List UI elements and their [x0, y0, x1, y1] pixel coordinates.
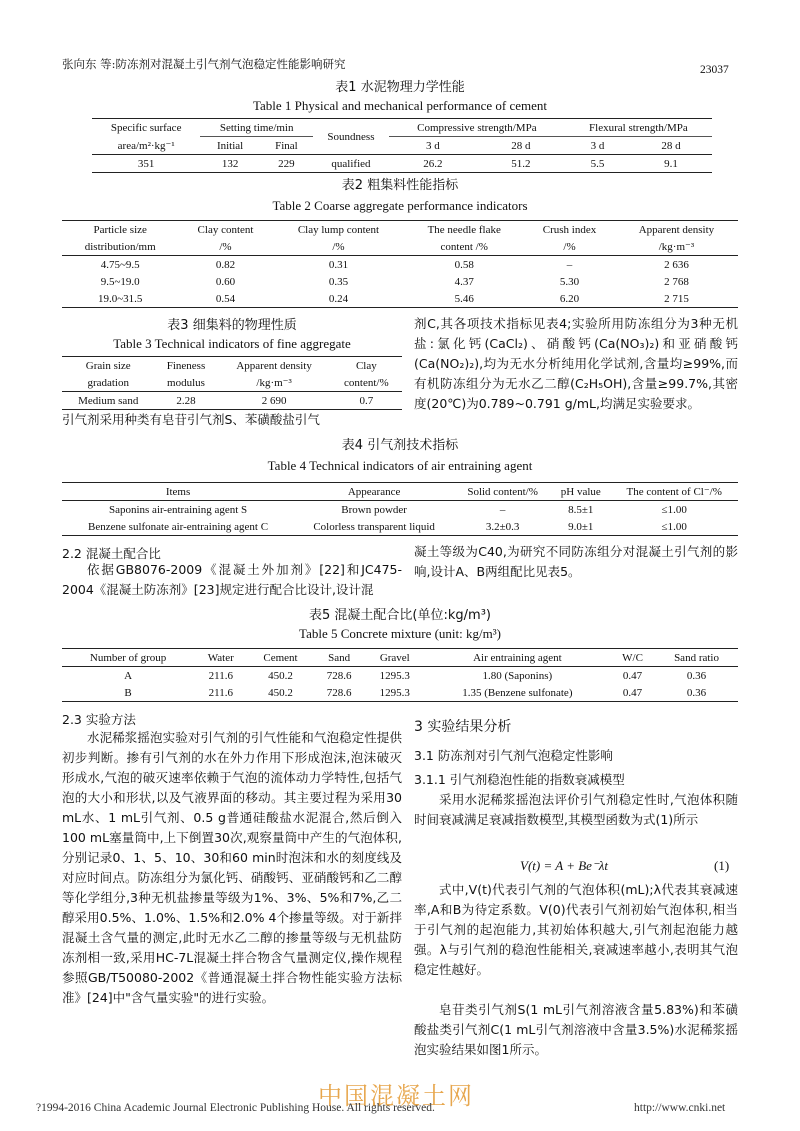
table4-title-cn: 表4 引气剂技术指标 — [341, 438, 459, 453]
t4-cell: Benzene sulfonate air-entraining agent C — [88, 520, 269, 533]
t1-h2: 3 d — [590, 139, 605, 152]
t2-cell: 0.35 — [328, 275, 349, 288]
t2-h2: content /% — [440, 240, 488, 253]
equation-number: (1) — [714, 858, 730, 873]
para-2-2-right: 凝土等级为C40,为研究不同防冻组分对混凝土引气剂的影响,设计A、B两组配比见表5。 — [414, 544, 738, 579]
t1-cell: 132 — [221, 157, 239, 170]
t1-cell: 229 — [278, 157, 295, 170]
t5-cell: 450.2 — [268, 686, 293, 699]
table3-title-en: Table 3 Technical indicators of fine aggregate — [113, 336, 351, 351]
para-3-1-1c: 皂苷类引气剂S(1 mL引气剂溶液含量5.83%)和苯磺酸盐类引气剂C(1 mL引气剂溶液中含量3.5%)水泥稀浆摇泡实验结果如图1所示。 — [414, 1002, 738, 1057]
t4-h: Items — [165, 485, 191, 498]
para-3-1-1a: 采用水泥稀浆摇泡法评价引气剂稳定性时,气泡体积随时间衰减满足衰减指数模型,其模型函数为式(1)所示 — [414, 792, 738, 827]
t1-cell: 9.1 — [664, 157, 678, 170]
t4-cell: ≤1.00 — [661, 503, 687, 516]
para-2-3: 水泥稀浆摇泡实验对引气剂的引气性能和气泡稳定性提供初步判断。掺有引气剂的水在外力作用下形成泡沫,泡沫破灭形成水,气泡的破灭速率依赖于气泡的流体动力学特性,包括气泡的大小和形状,以及气液界面的移动。其主要过程为采用30 mL水、1 mL引气剂、0.5 g普通硅酸盐水泥混合,然后倒入100 mL塞量筒中,上下倒置30次,观察量筒中产生的气泡体积,分别记录0、1、5、10、30和60 min时泡沫和水的刻度线及对应时间点。防冻组分为氯化钙、硝酸钙、亚硝酸钙和乙二醇等化学组分,3种无机盐掺量等级为1%、3%、5%和7%,乙二醇采用0.5%、1.0%、1.5%和2.0% 4个掺量等级。对于新拌混凝土含气量的测定,此时无水乙二醇的掺量等级与无机盐防冻剂相一致,采用HC-7L混凝土拌合物含气量测定仪,操作规程参照GB/T50080-2002《普通混凝土拌合物性能实验方法标准》[24]中"含气量实验"的进行实验。 — [62, 730, 402, 1005]
t5-h: Sand — [328, 651, 351, 664]
t2-cell: 2 768 — [664, 275, 689, 288]
t2-h1: Particle size — [93, 223, 147, 236]
t3-cell: 0.7 — [359, 394, 374, 407]
t4-cell: Brown powder — [341, 503, 407, 516]
page-number: 23037 — [700, 64, 729, 76]
t2-h1: Clay content — [197, 223, 254, 236]
t1-h2: Final — [275, 139, 298, 152]
t3-h2: gradation — [87, 376, 129, 389]
t5-cell: 0.36 — [686, 669, 707, 682]
t2-h1: Crush index — [542, 223, 597, 236]
t4-h: Appearance — [347, 485, 401, 498]
t5-cell: B — [124, 686, 132, 699]
t4-cell: ≤1.00 — [661, 520, 687, 533]
t1-h2: 3 d — [426, 139, 440, 152]
t2-h1: The needle flake — [427, 223, 501, 236]
para-2-2-left: 依据GB8076-2009《混凝土外加剂》[22]和JC475-2004《混凝土防冻剂》[23]规定进行配合比设计,设计混 — [62, 562, 402, 597]
t3-h1: Grain size — [85, 359, 131, 372]
t2-cell: 0.24 — [328, 292, 349, 305]
t5-cell: 450.2 — [268, 669, 293, 682]
t3-cell: 2 690 — [261, 394, 287, 407]
t5-cell: 1295.3 — [379, 686, 410, 699]
table-row — [62, 256, 738, 274]
t2-cell: 5.30 — [559, 275, 580, 288]
t1-h1: Flexural strength/MPa — [565, 119, 712, 137]
t3-h2: modulus — [167, 376, 205, 389]
table1 — [92, 118, 712, 173]
t2-cell: 2 715 — [664, 292, 689, 305]
section-3-1-1-heading: 3.1.1 引气剂稳泡性能的指数衰减模型 — [414, 772, 625, 787]
t1-h2: 28 d — [511, 139, 531, 152]
t1-h1: Compressive strength/MPa — [389, 119, 565, 137]
t2-cell: 6.20 — [559, 292, 580, 305]
t4-cell: Saponins air-entraining agent S — [108, 503, 248, 516]
table3-title-cn: 表3 细集料的物理性质 — [167, 318, 297, 333]
t2-cell: 0.54 — [215, 292, 236, 305]
t4-cell: 3.2±0.3 — [485, 520, 520, 533]
t1-cell: 5.5 — [590, 157, 605, 170]
t3-cell: 2.28 — [176, 394, 196, 407]
t2-cell: 4.37 — [454, 275, 474, 288]
t2-cell: 19.0~31.5 — [97, 292, 143, 305]
t2-h2: /% — [332, 240, 345, 253]
table2-title-cn: 表2 粗集料性能指标 — [341, 178, 459, 193]
t3-cell: Medium sand — [78, 394, 139, 407]
t2-cell: 5.46 — [454, 292, 474, 305]
t5-h: Sand ratio — [674, 651, 719, 664]
para-left-mid: 引气剂采用种类有皂苷引气剂S、苯磺酸盐引气 — [62, 412, 320, 427]
table3 — [62, 356, 402, 410]
para-right-top: 剂C,其各项技术指标见表4;实验所用防冻组分为3种无机盐:氯化钙(CaCl₂)、硝酸钙(Ca(NO₃)₂)和亚硝酸钙(Ca(NO₂)₂),均为无水分析纯用化学试剂,含量均≥99%,而有机防冻组分为无水乙二醇(C₂H₅OH),含量≥99.7%,其密度(20℃)为0.789~0.791 g/mL,均满足实验要求。 — [414, 316, 738, 411]
t2-cell: 2 636 — [664, 258, 689, 271]
t4-cell: – — [499, 503, 506, 516]
t5-cell: 1.80 (Saponins) — [482, 669, 553, 682]
t5-h: Air entraining agent — [473, 651, 562, 664]
t2-cell: 0.60 — [215, 275, 236, 288]
t5-h: Number of group — [89, 651, 167, 664]
table-row — [62, 667, 738, 685]
t1-h1: Setting time/min — [200, 119, 313, 137]
t1-cell: 351 — [137, 157, 155, 170]
table-row — [62, 684, 738, 702]
t2-cell: – — [566, 258, 573, 271]
t5-h: W/C — [622, 651, 643, 664]
t3-h1: Clay — [355, 359, 377, 372]
t4-h: Solid content/% — [467, 485, 538, 498]
table5 — [62, 648, 738, 702]
t2-cell: 4.75~9.5 — [100, 258, 140, 271]
t4-h: The content of Cl⁻/% — [626, 486, 722, 498]
t1-h2: Initial — [216, 139, 244, 152]
t5-cell: 0.47 — [622, 686, 643, 699]
para-3-1-1b: 式中,V(t)代表引气剂的气泡体积(mL);λ代表其衰减速率,A和B为待定系数。V(0)代表引气剂初始气泡体积,相当于引气剂的起泡能力,其初始体积越大,引气剂起泡能力越强。λ与引气剂的稳泡性能相关,衰减速率越小,表明其气泡稳定性越好。 — [414, 882, 738, 977]
t2-cell: 9.5~19.0 — [100, 275, 140, 288]
t1-h2: area/m²·kg⁻¹ — [117, 139, 175, 152]
section-2-3-heading: 2.3 实验方法 — [62, 712, 136, 727]
table2 — [62, 220, 738, 308]
table5-title-cn: 表5 混凝土配合比(单位:kg/m³) — [309, 608, 491, 623]
t1-cell: qualified — [331, 157, 371, 170]
t3-h2: /kg·m⁻³ — [256, 377, 292, 389]
table4-title-en: Table 4 Technical indicators of air entraining agent — [267, 458, 533, 473]
footer-url[interactable]: http://www.cnki.net — [634, 1102, 726, 1114]
table-row — [62, 501, 738, 519]
t1-cell: 26.2 — [423, 157, 443, 170]
t5-h: Cement — [263, 651, 298, 664]
table2-title-en: Table 2 Coarse aggregate performance indicators — [272, 198, 528, 213]
t4-cell: Colorless transparent liquid — [313, 520, 435, 533]
t5-cell: 1.35 (Benzene sulfonate) — [462, 686, 573, 699]
table-row — [62, 518, 738, 536]
running-title: 张向东 等:防冻剂对混凝土引气剂气泡稳定性能影响研究 — [62, 57, 346, 71]
t2-h2: /kg·m⁻³ — [658, 241, 695, 253]
t5-cell: 1295.3 — [379, 669, 410, 682]
t2-cell: 0.58 — [454, 258, 474, 271]
footer-copyright: ?1994-2016 China Academic Journal Electronic Publishing House. All rights reserved. — [36, 1102, 435, 1114]
t2-h1: Apparent density — [638, 223, 715, 236]
t1-h1: Specific surface — [110, 121, 182, 134]
t2-h2: distribution/mm — [84, 240, 156, 253]
t1-cell: 51.2 — [511, 157, 531, 170]
section-3-heading: 3 实验结果分析 — [414, 719, 512, 735]
t5-cell: 728.6 — [326, 686, 352, 699]
t2-h2: /% — [219, 240, 232, 253]
t3-h1: Apparent density — [236, 359, 312, 372]
section-3-1-heading: 3.1 防冻剂对引气剂气泡稳定性影响 — [414, 748, 613, 763]
t4-cell: 9.0±1 — [568, 520, 594, 533]
t5-cell: 211.6 — [208, 686, 233, 699]
t1-h1: Soundness — [327, 130, 375, 143]
t5-cell: 728.6 — [326, 669, 352, 682]
table4 — [62, 482, 738, 536]
table1-title-cn: 表1 水泥物理力学性能 — [335, 80, 465, 95]
t2-cell: 0.82 — [215, 258, 236, 271]
table1-title-en: Table 1 Physical and mechanical performance of cement — [253, 98, 547, 113]
watermark-logo: 中国混凝土网 — [318, 1082, 474, 1110]
t4-h: pH value — [560, 485, 601, 498]
t2-cell: 0.31 — [328, 258, 349, 271]
t2-h1: Clay lump content — [297, 223, 380, 236]
section-2-2-heading: 2.2 混凝土配合比 — [62, 546, 161, 561]
t2-h2: /% — [563, 240, 576, 253]
t3-h1: Fineness — [166, 359, 206, 372]
t5-h: Gravel — [379, 651, 410, 664]
table5-title-en: Table 5 Concrete mixture (unit: kg/m³) — [299, 626, 501, 641]
table-row — [62, 273, 738, 290]
t5-cell: 211.6 — [208, 669, 233, 682]
t5-cell: A — [124, 669, 133, 682]
t1-h2: 28 d — [661, 139, 681, 152]
t5-cell: 0.36 — [686, 686, 707, 699]
t5-h: Water — [207, 651, 234, 664]
t3-h2: content/% — [344, 376, 389, 389]
t4-cell: 8.5±1 — [568, 503, 594, 516]
t5-cell: 0.47 — [622, 669, 643, 682]
table-row — [62, 290, 738, 308]
equation: V(t) = A + Be⁻λt — [520, 858, 609, 873]
